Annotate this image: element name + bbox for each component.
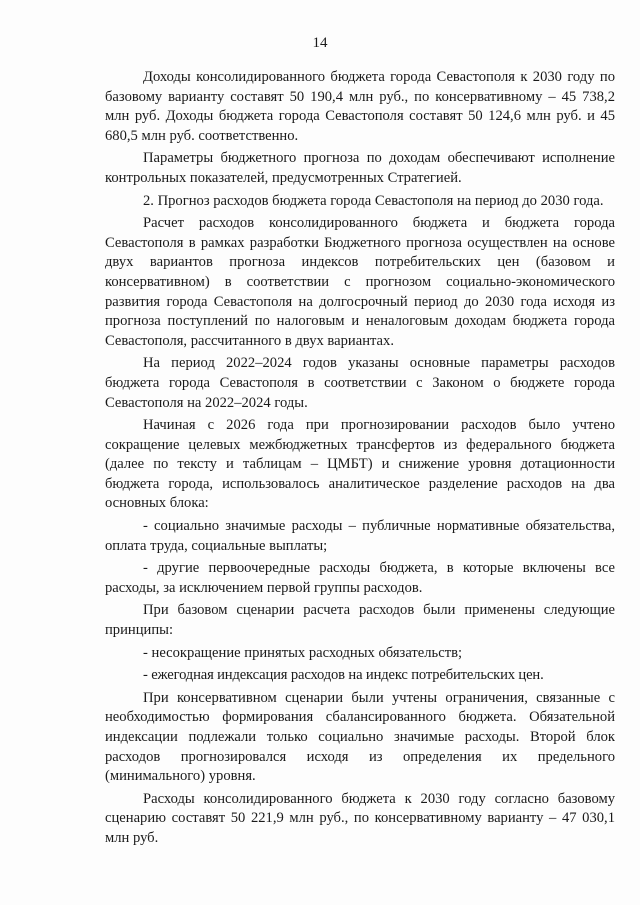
paragraph-conservative-scenario: При консервативном сценарии были учтены ограничения, связанные с необходимостью формирования сбалансированного бюджета. Обязательной индексации подлежали только социально значимые расходы. Второй блок расходов прогнозировался исходя из определения их предельного (минимального) уровня. <box>105 689 615 785</box>
page-number: 14 <box>312 35 328 51</box>
list-item-annual-indexation: - ежегодная индексация расходов на индекс потребительских цен. <box>143 667 544 684</box>
paragraph-period-2022-2024: На период 2022–2024 годов указаны основные параметры расходов бюджета города Севастополя в соответствии с Законом о бюджете города Севастополя на 2022–2024 годы. <box>105 355 615 411</box>
document-body <box>105 68 615 852</box>
section-heading-expenditure-forecast: 2. Прогноз расходов бюджета города Севастополя на период до 2030 года. <box>143 192 604 209</box>
paragraph-expenditure-calculation: Расчет расходов консолидированного бюджета и бюджета города Севастополя в рамках разработки Бюджетного прогноза осуществлен на основе двух вариантов прогноза индексов потребительских цен (базовом и консервативном) в соответствии с прогнозом социально-экономического развития города Севастополя на долгосрочный период до 2030 года исходя из прогноза поступлений по налоговым и неналоговым доходам бюджета города Севастополя, рассчитанного в двух вариантах. <box>105 215 615 349</box>
list-item-social-expenses: - социально значимые расходы – публичные нормативные обязательства, оплата труда, социальные выплаты; <box>105 518 615 554</box>
paragraph-base-scenario: При базовом сценарии расчета расходов были применены следующие принципы: <box>105 602 615 639</box>
paragraph-from-2026: Начиная с 2026 года при прогнозировании расходов было учтено сокращение целевых межбюджетных трансфертов из федерального бюджета (далее по тексту и таблицам – ЦМБТ) и снижение уровня дотационности бюджета города, использовалось аналитическое разделение расходов на два основных блока: <box>105 417 615 512</box>
paragraph-expenditure-2030: Расходы консолидированного бюджета к 2030 году согласно базовому сценарию составят 50 221,9 млн руб., по консервативному варианту – 47 030,1 млн руб. <box>105 790 615 846</box>
paragraph-revenue-2030: Доходы консолидированного бюджета города Севастополя к 2030 году по базовому варианту составят 50 190,4 млн руб., по консервативному – 45 738,2 млн руб. Доходы бюджета города Севастополя составят 50 124,6 млн руб. и 45 680,5 млн руб. соответственно. <box>105 69 615 144</box>
list-item-no-reduction: - несокращение принятых расходных обязательств; <box>143 644 463 661</box>
list-item-other-expenses: - другие первоочередные расходы бюджета, в которые включены все расходы, за исключением первой группы расходов. <box>105 560 615 596</box>
paragraph-revenue-parameters: Параметры бюджетного прогноза по доходам обеспечивают исполнение контрольных показателей, предусмотренных Стратегией. <box>105 150 615 186</box>
